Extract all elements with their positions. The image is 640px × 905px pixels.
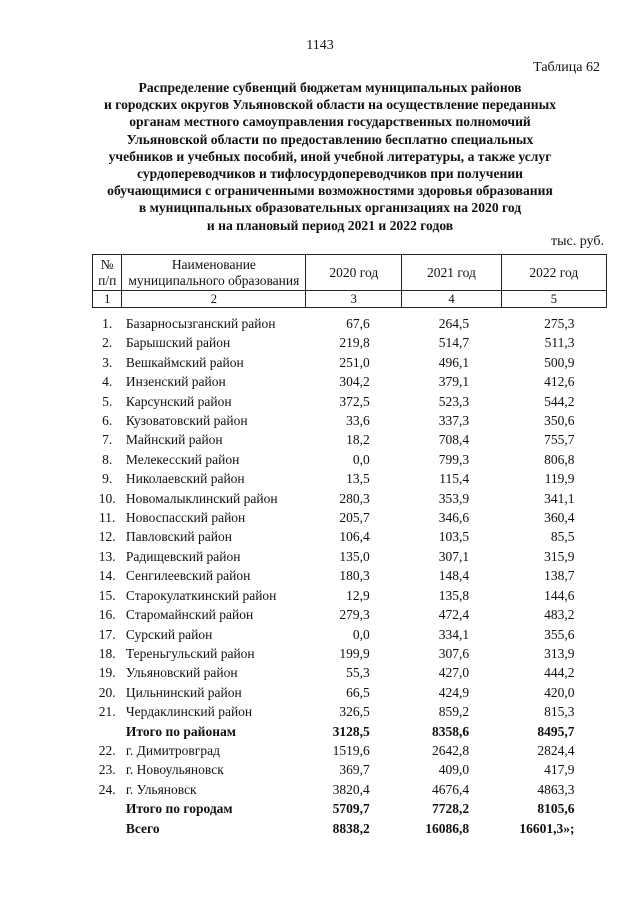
row-value-2022: 444,2 [544,665,575,681]
table-row [93,508,607,527]
title-line: и на плановый период 2021 и 2022 годов [206,217,454,233]
row-value-2020: 135,0 [339,548,370,564]
row-name: Ульяновский район [125,665,238,681]
row-value-2022: 315,9 [544,548,575,564]
row-value-2020: 1519,6 [332,742,370,758]
row-number: 10. [98,490,116,506]
row-value-2020: 326,5 [339,704,370,720]
row-value-2021: 496,1 [438,354,470,370]
row-number: 22. [98,742,116,758]
row-value-2022: 417,9 [544,762,575,778]
row-name: Николаевский район [125,471,245,487]
row-value-2022: 85,5 [550,529,575,545]
row-value-2020: 0,0 [352,626,370,642]
row-name: Старомайнский район [125,607,254,623]
table-row [93,489,607,508]
row-value-2021: 353,9 [438,490,470,506]
table-row [93,644,607,663]
row-value-2022: 815,3 [544,704,575,720]
row-number: 11. [99,510,116,526]
table-row [93,780,607,799]
table-row [93,625,607,644]
row-value-2021: 8358,6 [432,723,470,739]
row-value-2022: 275,3 [544,316,575,331]
row-value-2020: 180,3 [339,568,370,584]
row-name: Карсунский район [125,393,232,409]
row-value-2020: 12,9 [346,587,370,603]
row-value-2020: 3128,5 [332,723,370,739]
row-value-2021: 514,7 [438,335,470,351]
row-value-2021: 523,3 [438,393,470,409]
row-name: Павловский район [125,529,232,545]
row-value-2021: 103,5 [438,529,470,545]
title-line: сурдопереводчиков и тифлосурдопереводчиков при получении [136,166,523,182]
row-value-2022: 412,6 [544,374,575,390]
table-row [93,430,607,449]
row-number: 13. [98,548,116,564]
row-value-2020: 55,3 [346,665,370,681]
row-name: г. Новоульяновск [125,762,224,778]
row-value-2020: 67,6 [346,316,370,331]
row-number: 23. [98,762,116,778]
column-number-row [93,291,607,308]
table-row [93,663,607,682]
header-name-line1: Наименование [171,256,256,272]
row-name: Сурский район [125,626,213,642]
title-line: в муниципальных образовательных организациях на 2020 год [138,200,522,216]
row-value-2020: 205,7 [339,510,370,526]
document-title [80,79,580,234]
row-value-2021: 307,1 [438,548,470,564]
header-num-line1: № [100,256,114,272]
header-row [93,255,607,291]
row-value-2020: 372,5 [339,393,370,409]
row-value-2022: 16601,3»; [519,820,575,836]
row-name: Чердаклинский район [125,704,253,720]
row-value-2021: 334,1 [438,626,470,642]
row-number: 14. [98,568,116,584]
row-number: 21. [98,704,116,720]
row-value-2020: 13,5 [346,471,370,487]
row-value-2022: 313,9 [544,645,575,661]
table-row [93,392,607,411]
row-value-2021: 346,6 [438,510,470,526]
table-row [93,469,607,488]
row-name: Базарносызганский район [125,316,276,331]
row-value-2022: 755,7 [544,432,575,448]
row-value-2022: 544,2 [544,393,575,409]
row-name: Новоспасский район [125,510,246,526]
title-line: учебников и учебных пособий, иной учебной литературы, а также услуг [108,148,552,164]
row-name: Цильнинский район [125,684,242,700]
header-2022: 2022 год [501,255,606,291]
row-number: 19. [98,665,116,681]
row-value-2021: 379,1 [438,374,470,390]
title-line: Распределение субвенций бюджетам муниципальных районов [138,80,522,95]
row-value-2022: 8105,6 [537,801,575,817]
row-value-2022: 8495,7 [537,723,575,739]
row-number: 24. [98,781,116,797]
row-name: Мелекесский район [125,451,240,467]
table-row [93,683,607,702]
column-number: 2 [122,291,306,308]
table-row [93,741,607,760]
row-value-2020: 279,3 [339,607,370,623]
row-number: 20. [98,684,116,700]
column-number: 4 [402,291,501,308]
row-name: Итого по городам [125,801,233,817]
row-value-2021: 115,4 [439,471,470,487]
row-value-2022: 119,9 [544,471,575,487]
row-number: 12. [98,529,116,545]
header-2020: 2020 год [306,255,402,291]
header-name [122,255,306,291]
row-value-2021: 4676,4 [432,781,470,797]
total-row [93,799,607,818]
table-row [93,353,607,372]
header-2021: 2021 год [402,255,501,291]
table-body [93,314,607,838]
row-number: 6. [102,413,113,429]
table-row [93,702,607,721]
header-num-line2: п/п [98,272,117,288]
row-number: 18. [98,645,116,661]
row-number [93,722,122,741]
header-name-line2: муниципального образования [128,272,300,288]
row-name: Старокулаткинский район [125,587,277,603]
header-num [93,255,122,291]
row-value-2022: 483,2 [544,607,575,623]
row-value-2020: 369,7 [339,762,370,778]
total-row [93,819,607,838]
row-name: Итого по районам [125,723,236,739]
row-value-2021: 472,4 [438,607,470,623]
table-row [93,566,607,585]
row-value-2020: 3820,4 [332,781,370,797]
row-value-2022: 350,6 [544,413,575,429]
table-header [93,255,607,315]
table-row [93,314,607,333]
table-row [93,333,607,352]
row-value-2022: 355,6 [544,626,575,642]
table-row [93,547,607,566]
row-value-2022: 4863,3 [537,781,575,797]
row-number: 9. [102,471,113,487]
row-value-2022: 806,8 [544,451,575,467]
row-value-2020: 280,3 [339,490,370,506]
row-number [93,799,122,818]
row-value-2020: 5709,7 [332,801,370,817]
row-name: Сенгилеевский район [125,568,251,584]
row-value-2022: 2824,4 [537,742,575,758]
title-line: органам местного самоуправления государственных полномочий [129,114,531,130]
row-value-2020: 106,4 [339,529,370,545]
row-value-2020: 304,2 [339,374,370,390]
row-name: Тереньгульский район [125,645,255,661]
row-value-2020: 0,0 [352,451,370,467]
row-value-2021: 135,8 [438,587,470,603]
row-name: Барышский район [125,335,231,351]
column-number: 3 [306,291,402,308]
row-number: 17. [98,626,116,642]
row-value-2020: 8838,2 [332,820,370,836]
row-value-2020: 18,2 [346,432,370,448]
table-row [93,411,607,430]
row-name: Кузоватовский район [125,413,248,429]
table-row [93,372,607,391]
table-row [93,605,607,624]
row-number: 5. [102,393,113,409]
row-value-2022: 341,1 [544,490,575,506]
row-value-2021: 708,4 [438,432,470,448]
row-name: г. Димитровград [125,742,220,758]
table-row [93,450,607,469]
row-number: 16. [98,607,116,623]
title-line: обучающимися с ограниченными возможностями здоровья образования [107,183,553,199]
row-value-2021: 7728,2 [432,801,470,817]
row-value-2021: 859,2 [438,704,470,720]
row-value-2020: 33,6 [346,413,370,429]
row-number: 3. [102,354,113,370]
row-name: Вешкаймский район [125,354,244,370]
row-number: 2. [102,335,113,351]
row-value-2020: 66,5 [346,684,370,700]
row-value-2022: 500,9 [544,354,575,370]
row-number: 15. [98,587,116,603]
row-value-2021: 427,0 [438,665,470,681]
row-name: Радищевский район [125,548,241,564]
total-row [93,722,607,741]
row-value-2021: 307,6 [438,645,470,661]
row-value-2020: 219,8 [339,335,370,351]
page-number: 1143 [306,38,334,53]
row-value-2020: 199,9 [339,645,370,661]
row-name: Майнский район [125,432,223,448]
row-name: г. Ульяновск [125,781,197,797]
units-label: тыс. руб. [551,234,604,249]
row-value-2022: 144,6 [544,587,575,603]
row-number: 4. [102,374,113,390]
column-number: 5 [501,291,606,308]
row-value-2021: 264,5 [438,316,470,331]
row-name: Инзенский район [125,374,226,390]
row-number: 8. [102,451,113,467]
row-number: 7. [102,432,113,448]
subvention-table [92,254,607,838]
row-value-2021: 148,4 [438,568,470,584]
title-line: Ульяновской области по предоставлению бесплатно специальных [126,131,534,147]
row-value-2021: 16086,8 [425,820,470,836]
column-number: 1 [93,291,122,308]
table-row [93,586,607,605]
row-number [93,819,122,838]
row-value-2021: 799,3 [438,451,470,467]
row-value-2021: 2642,8 [432,742,470,758]
table-row [93,527,607,546]
row-value-2021: 424,9 [438,684,470,700]
table-row [93,760,607,779]
row-value-2020: 251,0 [339,354,370,370]
table-label: Таблица 62 [533,60,600,75]
row-value-2022: 420,0 [544,684,575,700]
row-value-2022: 511,3 [544,335,575,351]
row-value-2021: 337,3 [438,413,470,429]
row-value-2022: 360,4 [544,510,575,526]
row-name: Новомалыклинский район [125,490,278,506]
row-value-2021: 409,0 [438,762,470,778]
row-value-2022: 138,7 [544,568,575,584]
row-number: 1. [102,316,113,331]
title-line: и городских округов Ульяновской области на осуществление переданных [104,97,556,113]
row-name: Всего [125,820,160,836]
